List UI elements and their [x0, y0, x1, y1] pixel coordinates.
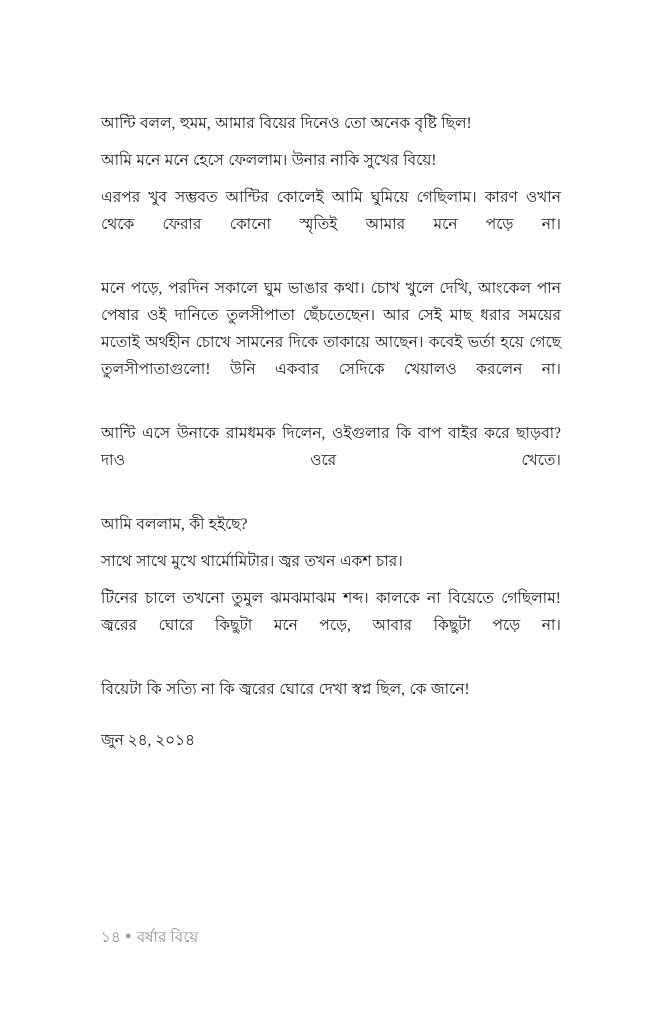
paragraph: সাথে সাথে মুখে থার্মোমিটার। জ্বর তখন একশ চার। — [101, 553, 403, 570]
paragraph: বিয়েটা কি সত্যি না কি জ্বরের ঘোরে দেখা স্বপ্ন ছিল, কে জানে! — [101, 681, 470, 698]
paragraph: আন্টি এসে উনাকে রামধমক দিলেন, ওইগুলার কি বাপ বাইর করে ছাড়বা? দাও ওরে খেতে। — [101, 425, 561, 469]
paragraph: আমি বললাম, কী হইছে? — [101, 516, 248, 533]
paragraph: টিনের চালে তখনো তুমুল ঝমঝমাঝম শব্দ। কালকে না বিয়েতে গেছিলাম! জ্বরের ঘোরে কিছুটা মনে পড়ে, আবার কিছুটা পড়ে না। — [101, 590, 561, 634]
paragraph: মনে পড়ে, পরদিন সকালে ঘুম ভাঙার কথা। চোখ খুলে দেখি, আংকেল পান পেষার ওই দানিতে তুলসীপাতা ছেঁচতেছেন। আর সেই মাছ ধরার সময়ের মতোই অর্থহীন চোখে সামনের দিকে তাকায়ে আছেন। কবেই ভর্তা হয়ে গেছে তুলসীপাতাগুলো! উনি একবার সেদিকে খেয়ালও করলেন না। — [101, 280, 561, 378]
paragraph: আন্টি বলল, হুমম, আমার বিয়ের দিনেও তো অনেক বৃষ্টি ছিল! — [101, 115, 472, 132]
footer-separator-dot-icon: ● — [124, 930, 132, 942]
paragraph: আমি মনে মনে হেসে ফেললাম। উনার নাকি সুখের বিয়ে! — [101, 152, 437, 169]
footer-page-number: ১৪ — [101, 930, 121, 946]
paragraph: এরপর খুব সম্ভবত আন্টির কোলেই আমি ঘুমিয়ে গেছিলাম। কারণ ওখান থেকে ফেরার কোনো স্মৃতিই আমার মনে পড়ে না। — [101, 189, 561, 233]
page-footer — [101, 927, 198, 950]
date-line: জুন ২৪, ২০১৪ — [101, 732, 195, 749]
body-text-block — [101, 110, 561, 754]
footer-chapter-title: বর্ষার বিয়ে — [136, 930, 199, 946]
